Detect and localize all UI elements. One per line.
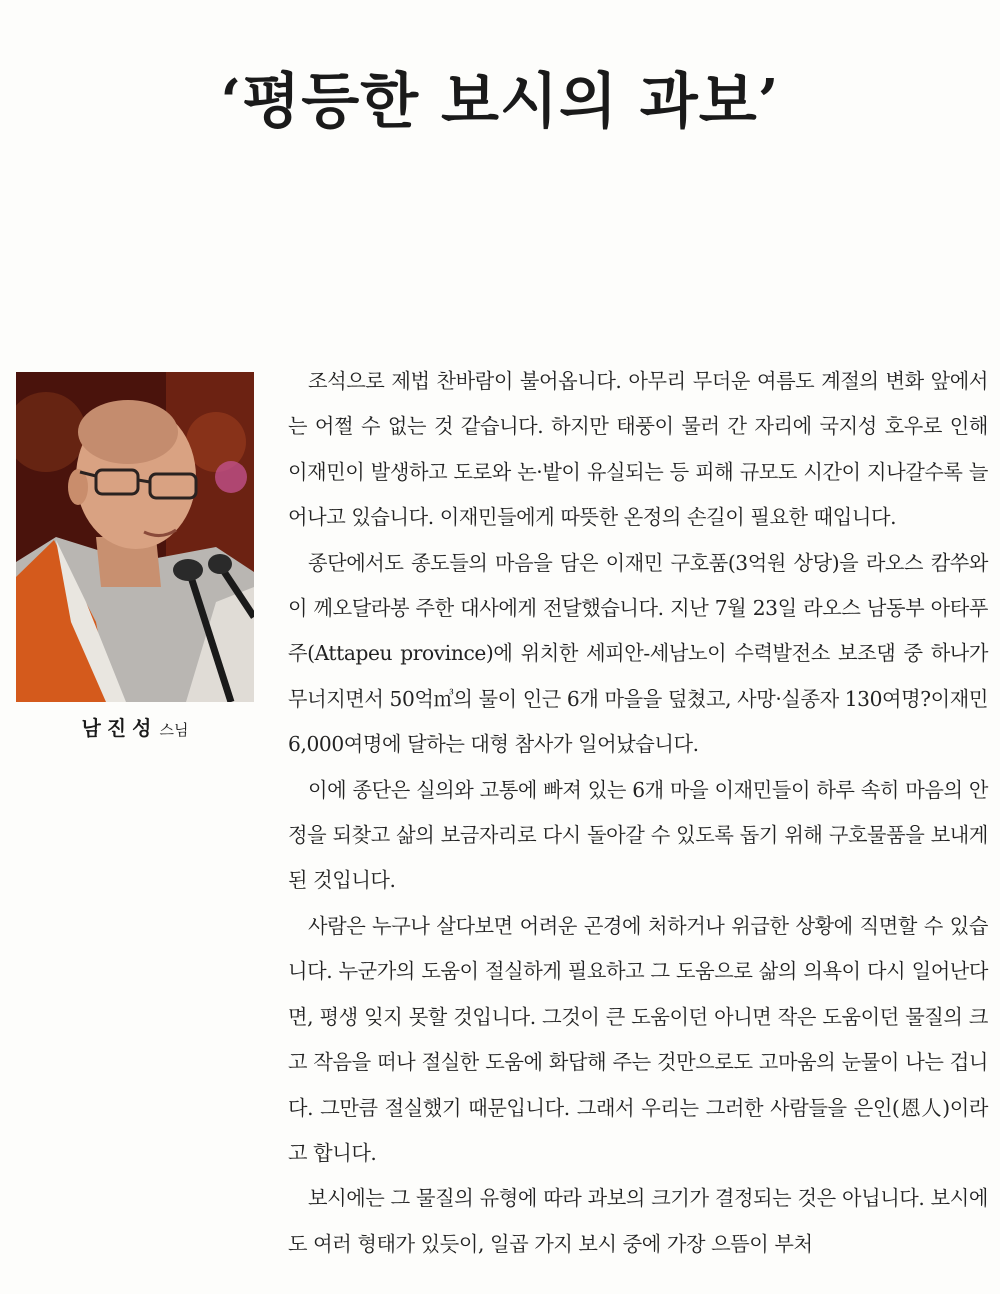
author-photo xyxy=(16,372,254,702)
paragraph: 조석으로 제법 찬바람이 불어옵니다. 아무리 무더운 여름도 계절의 변화 앞에서는 어쩔 수 없는 것 같습니다. 하지만 태풍이 물러 간 자리에 국지성 호우로 인해 이재민이 발생하고 도로와 논·밭이 유실되는 등 피해 규모도 시간이 지나갈수록 늘어나고 있습니다. 이재민들에게 따뜻한 온정의 손길이 필요한 때입니다. xyxy=(288,369,988,530)
author-caption xyxy=(16,712,254,741)
paragraph: 종단에서도 종도들의 마음을 담은 이재민 구호품(3억원 상당)을 라오스 캄쑤와이 께오달라봉 주한 대사에게 전달했습니다. 지난 7월 23일 라오스 남동부 아타푸 주(Attapeu province)에 위치한 세피안-세남노이 수력발전소 보조댐 중 하나가 무너지면서 50억㎥의 물이 인근 6개 마을을 덮쳤고, 사망·실종자 130여명?이재민 6,000여명에 달하는 대형 참사가 일어났습니다. xyxy=(288,550,988,757)
paragraph: 보시에는 그 물질의 유형에 따라 과보의 크기가 결정되는 것은 아닙니다. 보시에도 여러 형태가 있듯이, 일곱 가지 보시 중에 가장 으뜸이 부처 xyxy=(288,1186,988,1256)
paragraph: 이에 종단은 실의와 고통에 빠져 있는 6개 마을 이재민들이 하루 속히 마음의 안정을 되찾고 삶의 보금자리로 다시 돌아갈 수 있도록 돕기 위해 구호물품을 보내게 된 것입니다. xyxy=(288,777,988,893)
author-name: 남진성 xyxy=(81,716,158,740)
article-title: ‘평등한 보시의 과보’ xyxy=(220,67,780,137)
paragraph: 사람은 누구나 살다보면 어려운 곤경에 처하거나 위급한 상황에 직면할 수 있습니다. 누군가의 도움이 절실하게 필요하고 그 도움으로 삶의 의욕이 다시 일어난다면, 평생 잊지 못할 것입니다. 그것이 큰 도움이던 아니면 작은 도움이던 물질의 크고 작음을 떠나 절실한 도움에 화답해 주는 것만으로도 고마움의 눈물이 나는 겁니다. 그만큼 절실했기 때문입니다. 그래서 우리는 그러한 사람들을 은인(恩人)이라고 합니다. xyxy=(288,913,988,1165)
article-body xyxy=(288,359,988,1267)
author-honorific: 스님 xyxy=(159,721,189,739)
